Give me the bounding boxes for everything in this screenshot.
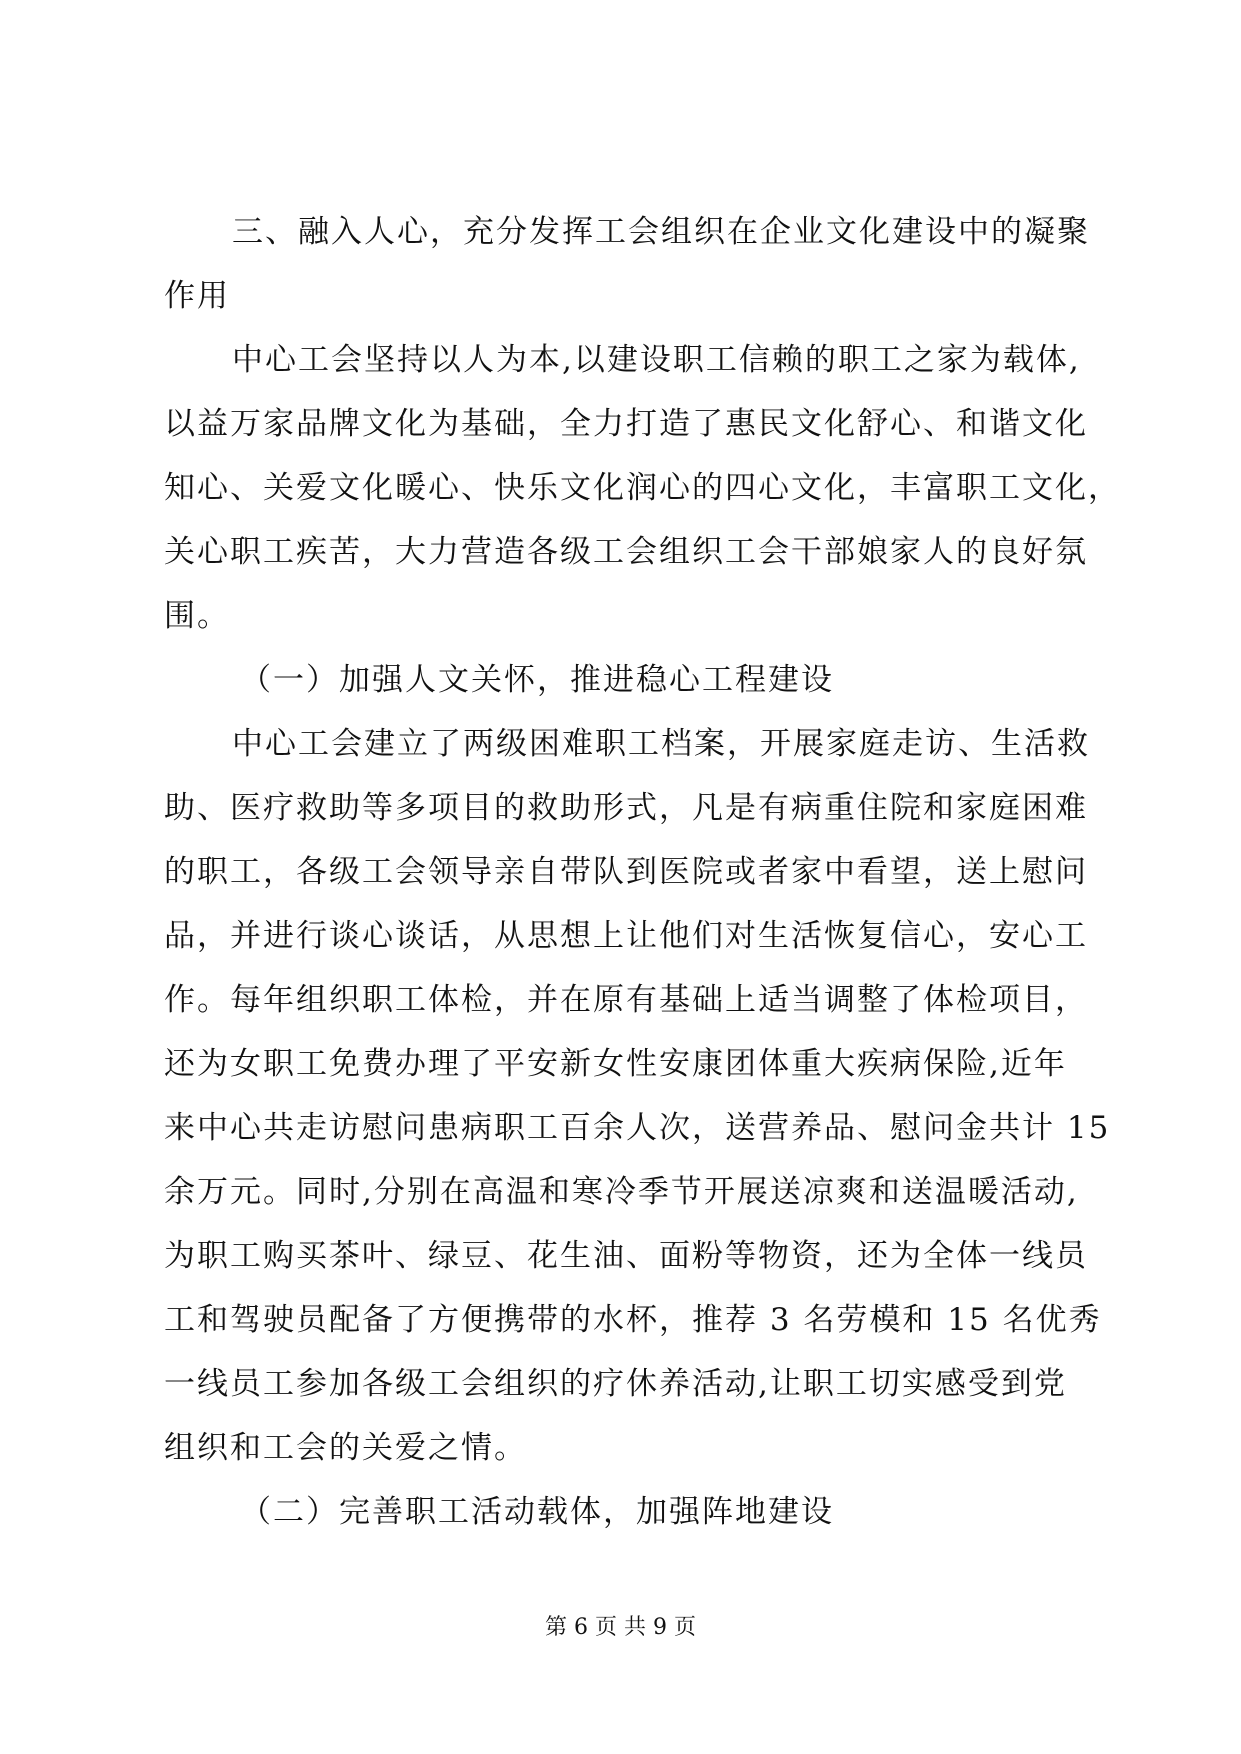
paragraph-line: 作。每年组织职工体检，并在原有基础上适当调整了体检项目， [164, 982, 1088, 1018]
paragraph-line: 品，并进行谈心谈话，从思想上让他们对生活恢复信心，安心工 [164, 918, 1088, 954]
paragraph-line: 的职工，各级工会领导亲自带队到医院或者家中看望，送上慰问 [164, 854, 1088, 890]
paragraph-line: 工和驾驶员配备了方便携带的水杯，推荐 3 名劳模和 15 名优秀 [164, 1302, 1102, 1338]
document-body [164, 200, 1124, 1544]
paragraph-line: 还为女职工免费办理了平安新女性安康团体重大疾病保险,近年 [164, 1046, 1067, 1082]
paragraph-line: 围。 [164, 598, 230, 634]
section-heading-continued: 作用 [164, 278, 230, 314]
paragraph-line: 来中心共走访慰问患病职工百余人次，送营养品、慰问金共计 15 [164, 1110, 1111, 1146]
paragraph-line: 为职工购买茶叶、绿豆、花生油、面粉等物资，还为全体一线员 [164, 1238, 1088, 1274]
section-heading: 三、融入人心，充分发挥工会组织在企业文化建设中的凝聚 [232, 214, 1090, 250]
paragraph-line: 组织和工会的关爱之情。 [164, 1430, 527, 1466]
paragraph-line: 关心职工疾苦，大力营造各级工会组织工会干部娘家人的良好氛 [164, 534, 1088, 570]
paragraph-line: 知心、关爱文化暖心、快乐文化润心的四心文化，丰富职工文化， [164, 470, 1121, 506]
paragraph-line: 中心工会坚持以人为本,以建设职工信赖的职工之家为载体, [232, 342, 1081, 378]
sub-heading: （一）加强人文关怀，推进稳心工程建设 [240, 662, 834, 698]
paragraph-line: 以益万家品牌文化为基础，全力打造了惠民文化舒心、和谐文化 [164, 406, 1088, 442]
paragraph-line: 中心工会建立了两级困难职工档案，开展家庭走访、生活救 [232, 726, 1090, 762]
paragraph-line: 余万元。同时,分别在高温和寒冷季节开展送凉爽和送温暖活动, [164, 1174, 1079, 1210]
sub-heading: （二）完善职工活动载体，加强阵地建设 [240, 1494, 834, 1530]
page-number: 第 6 页 共 9 页 [545, 1615, 696, 1640]
paragraph-line: 助、医疗救助等多项目的救助形式，凡是有病重住院和家庭困难 [164, 790, 1088, 826]
paragraph-line: 一线员工参加各级工会组织的疗休养活动,让职工切实感受到党 [164, 1366, 1067, 1402]
